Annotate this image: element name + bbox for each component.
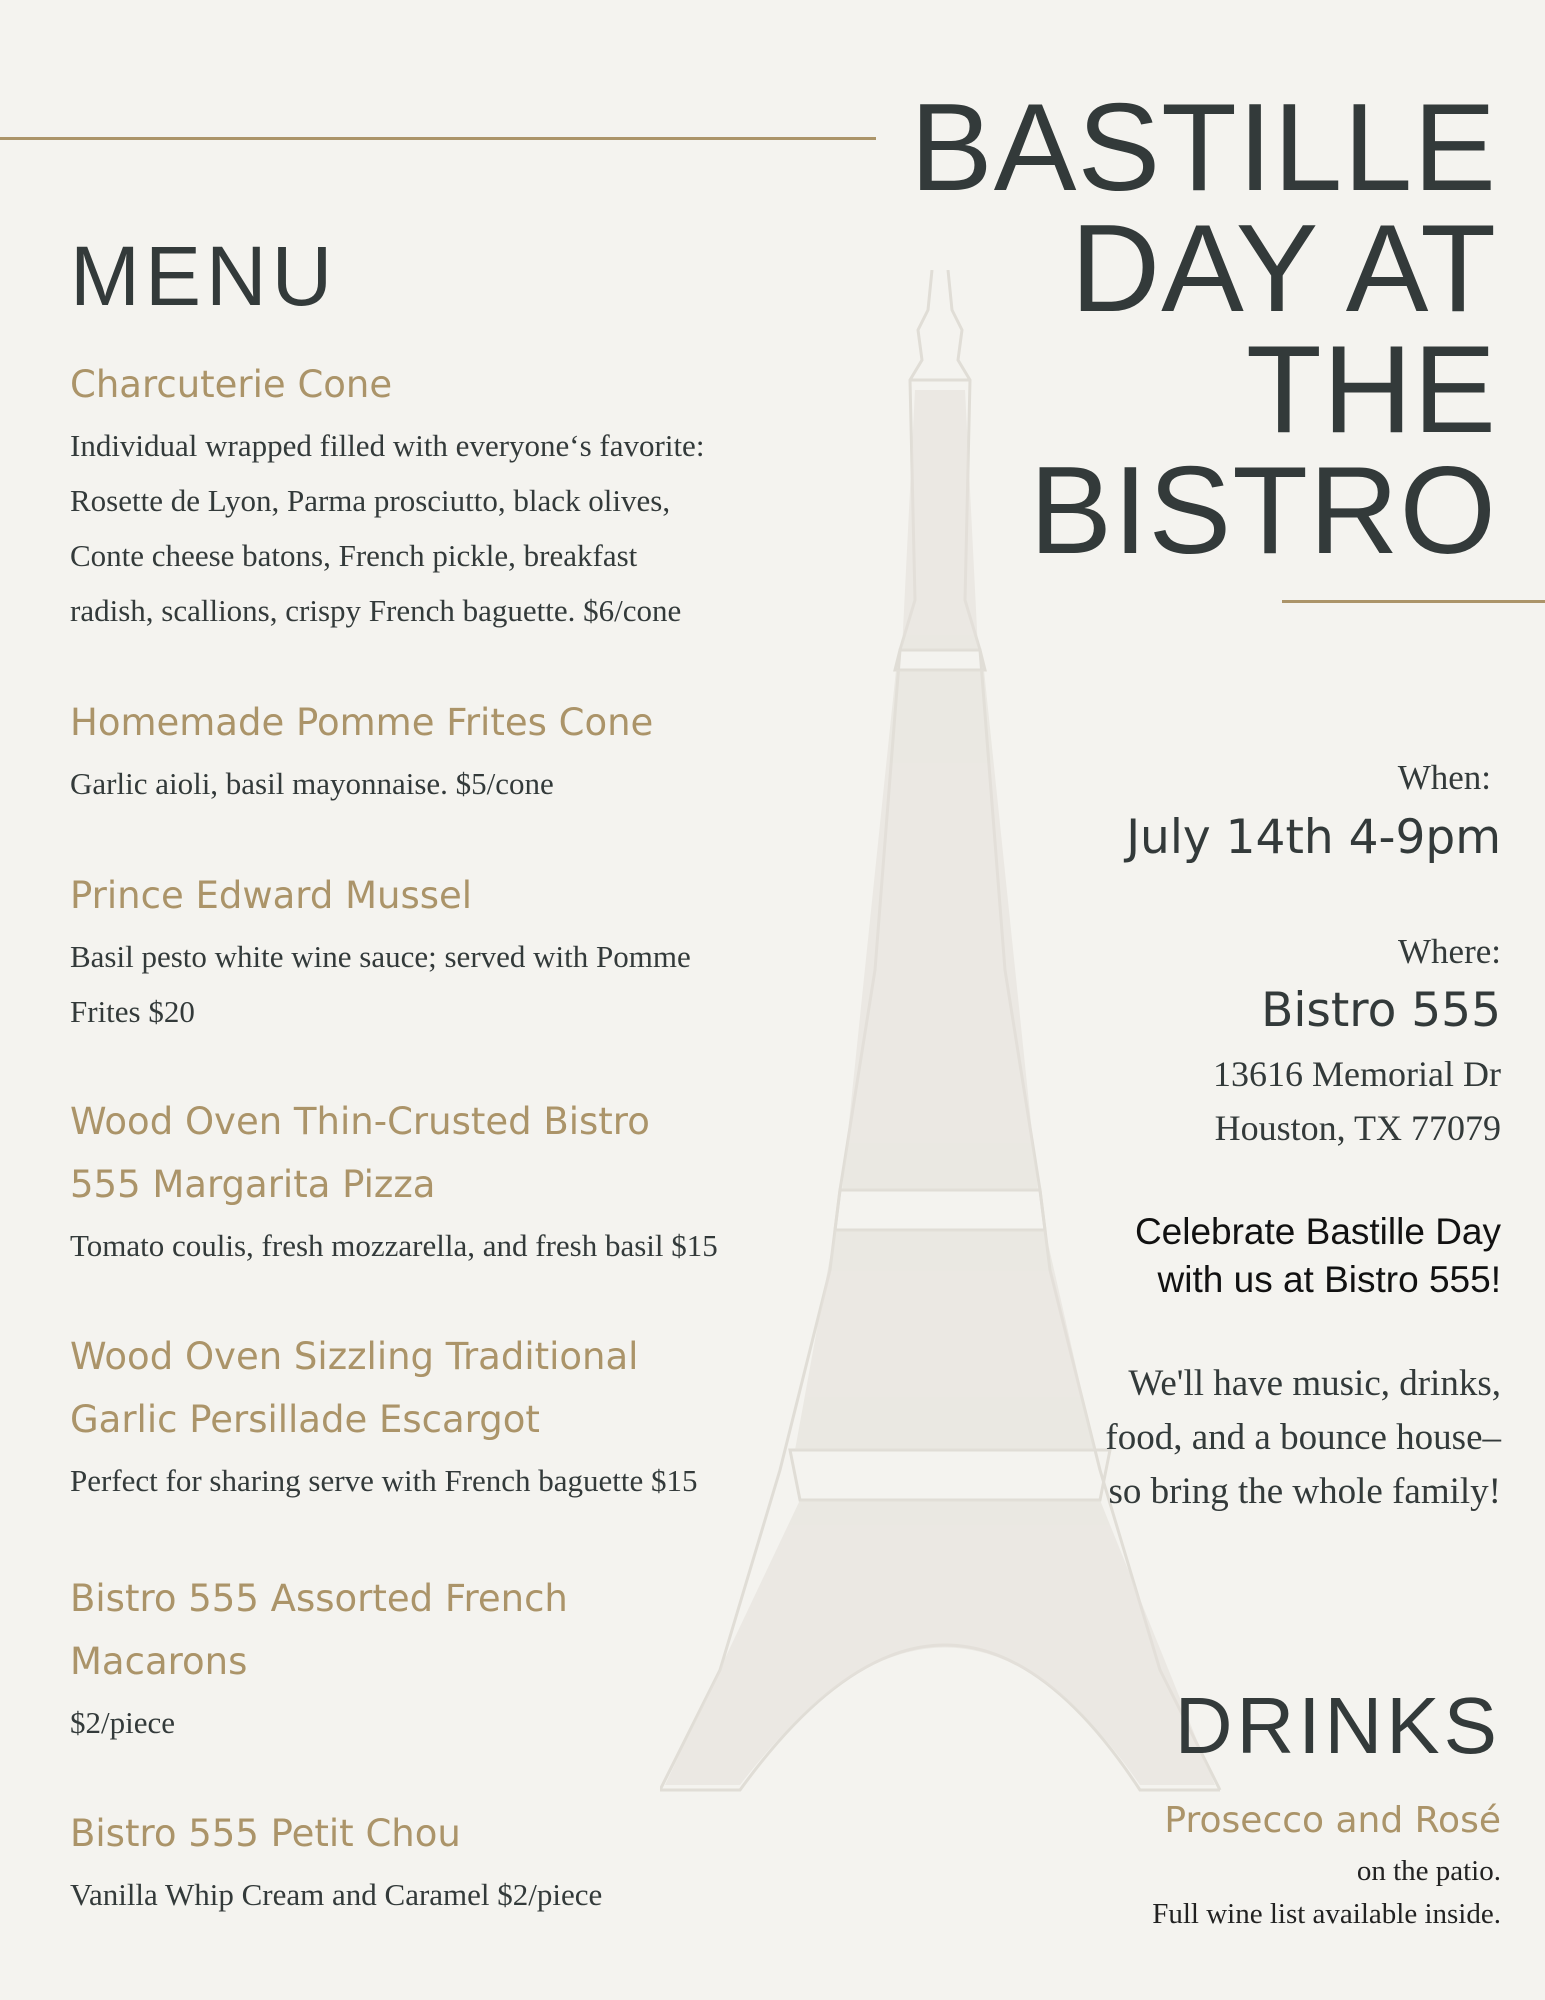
desc-line: Garlic aioli, basil mayonnaise. $5/cone [70, 766, 554, 801]
drinks-detail: on the patio. [1356, 1855, 1501, 1887]
desc-line: Individual wrapped filled with everyone‘s favorite: [70, 428, 705, 463]
name-line: Bistro 555 Assorted French [70, 1577, 568, 1620]
drinks-line [1152, 1850, 1501, 1936]
menu-item-description [70, 1695, 790, 1750]
menu-item-macarons [70, 1567, 790, 1750]
event-note [1105, 1357, 1501, 1519]
menu-item-petit-chou [70, 1802, 790, 1922]
desc-line: Rosette de Lyon, Parma prosciutto, black olives, [70, 483, 671, 518]
desc-line: Frites $20 [70, 994, 195, 1029]
menu-item-mussel [70, 864, 790, 1039]
desc-line: Perfect for sharing serve with French baguette $15 [70, 1463, 698, 1498]
when-value: July 14th 4-9pm [1126, 810, 1501, 865]
address-line: Houston, TX 77079 [1214, 1108, 1501, 1148]
menu-item-description [70, 1453, 790, 1508]
venue-address [1213, 1047, 1501, 1155]
menu-item-name: Charcuterie Cone [70, 363, 393, 406]
menu-item-name [70, 1090, 790, 1216]
menu-item-name [70, 1567, 790, 1693]
name-line: 555 Margarita Pizza [70, 1163, 436, 1206]
desc-line: radish, scallions, crispy French baguette. $6/cone [70, 593, 682, 628]
desc-line: Conte cheese batons, French pickle, breakfast [70, 538, 638, 573]
celebrate-line: with us at Bistro 555! [1157, 1259, 1501, 1300]
venue-name: Bistro 555 [1261, 983, 1501, 1038]
menu-item-name: Homemade Pomme Frites Cone [70, 701, 654, 744]
headline-line: BISTRO [1029, 442, 1497, 580]
name-line: Macarons [70, 1640, 248, 1683]
drinks-detail: Full wine list available inside. [1152, 1898, 1501, 1930]
menu-item-escargot [70, 1325, 790, 1508]
menu-item-description [70, 1218, 790, 1273]
note-line: so bring the whole family! [1108, 1471, 1501, 1512]
drinks-title: DRINKS [1174, 1681, 1501, 1770]
note-line: We'll have music, drinks, [1128, 1363, 1501, 1404]
menu-item-name [70, 1325, 790, 1451]
celebrate-line: Celebrate Bastille Day [1134, 1211, 1501, 1252]
where-label: Where: [1398, 932, 1501, 971]
menu-item-description [70, 929, 790, 1039]
address-line: 13616 Memorial Dr [1213, 1054, 1501, 1094]
drinks-name: Prosecco and Rosé [1164, 1800, 1501, 1841]
celebrate-message [1135, 1208, 1501, 1304]
name-line: Wood Oven Sizzling Traditional [70, 1335, 639, 1378]
menu-item-description [70, 1867, 790, 1922]
menu-item-pomme-frites [70, 691, 790, 811]
menu-item-charcuterie-cone [70, 353, 790, 638]
desc-line: Basil pesto white wine sauce; served with Pomme [70, 939, 691, 974]
menu-item-description [70, 418, 790, 638]
menu-item-name: Bistro 555 Petit Chou [70, 1812, 461, 1855]
desc-line: Vanilla Whip Cream and Caramel $2/piece [70, 1877, 603, 1912]
headline-line: DAY AT [1070, 200, 1497, 338]
menu-item-margarita-pizza [70, 1090, 790, 1273]
menu-item-name: Prince Edward Mussel [70, 874, 473, 917]
desc-line: Tomato coulis, fresh mozzarella, and fresh basil $15 [70, 1228, 718, 1263]
name-line: Garlic Persillade Escargot [70, 1398, 540, 1441]
headline-line: THE [1246, 321, 1497, 459]
menu-item-description [70, 756, 790, 811]
menu-title: MENU [70, 229, 338, 323]
event-headline [910, 79, 1497, 580]
desc-line: $2/piece [70, 1705, 176, 1740]
note-line: food, and a bounce house– [1105, 1417, 1501, 1458]
headline-underline-rule [1282, 600, 1545, 603]
name-line: Wood Oven Thin-Crusted Bistro [70, 1100, 650, 1143]
headline-line: BASTILLE [910, 79, 1497, 217]
when-label: When: [1397, 758, 1491, 797]
top-left-rule [0, 137, 876, 140]
